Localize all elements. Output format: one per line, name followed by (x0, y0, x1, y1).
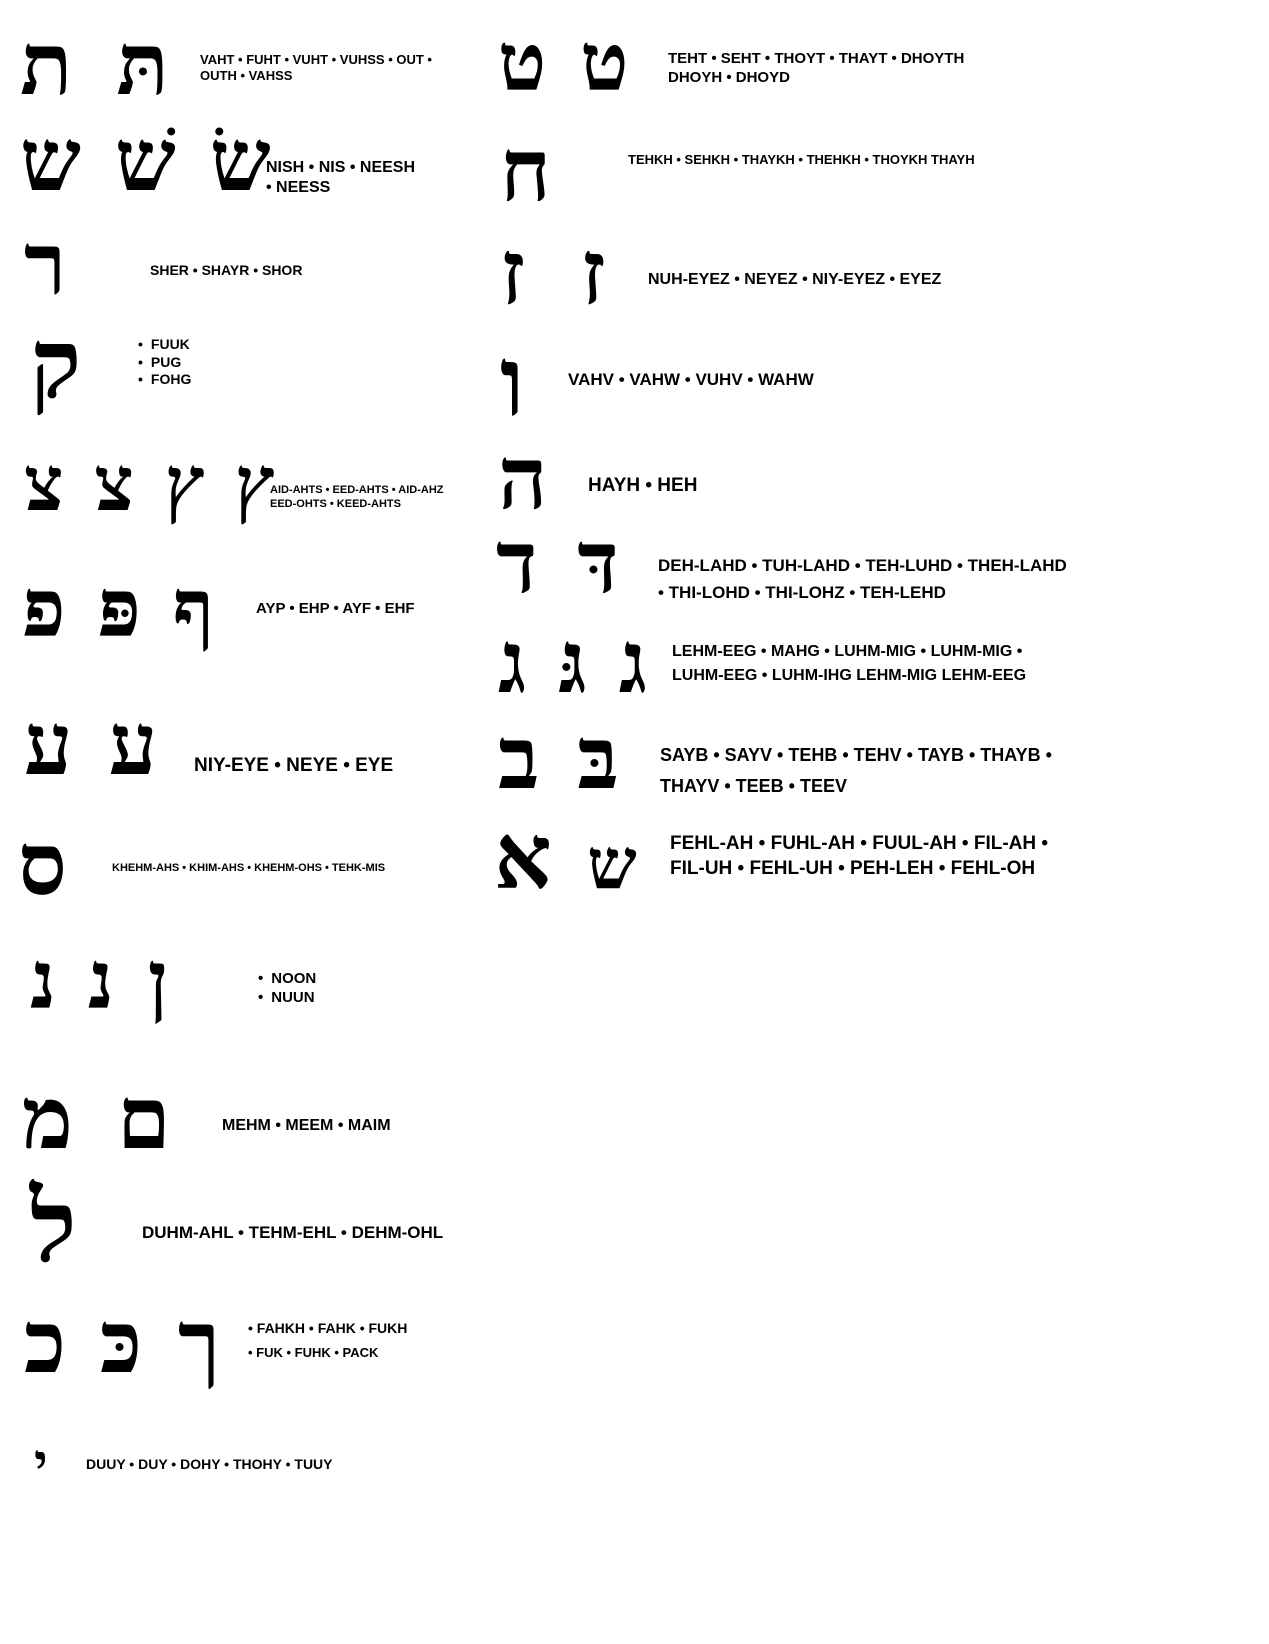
he-pronunciations (588, 474, 697, 498)
tsadi-final-crowned-glyph: ץ (234, 439, 275, 528)
lamed-glyph: ל (30, 1167, 77, 1285)
tet-pronunciations (668, 50, 964, 88)
letter-qof-glyphs (30, 307, 82, 420)
pronunciation-line: EED-OHTS • KEED-AHTS (270, 497, 401, 510)
bet-dagesh-glyph: בּ (577, 708, 619, 809)
shin-pronunciations (266, 158, 415, 198)
pronunciation-line: LUHM-EEG • LUHM-IHG LEHM-MIG LEHM-EEG (672, 667, 1027, 684)
pronunciation-line: LEHM-EEG • MAHG • LUHM-MIG • LUHM-MIG • (672, 643, 1023, 660)
alef-glyph: א (494, 804, 552, 910)
dalet-pronunciations (658, 552, 1067, 606)
pronunciation-line: NISH • NIS • NEESH (266, 159, 416, 176)
pronunciation-line: AYP • EHP • AYF • EHF (256, 600, 415, 617)
letter-het-glyphs (500, 120, 551, 221)
tet-crowned-glyph: ט (580, 15, 629, 109)
gimel-glyph: ג (498, 612, 527, 713)
letter-pe-glyphs (22, 561, 215, 655)
pronunciation-line: TEHT • SEHT • THOYT • THAYT • DHOYTH (668, 50, 965, 67)
yod-pronunciations (86, 1456, 333, 1474)
pronunciation-line: MEHM • MEEM • MAIM (222, 1117, 391, 1134)
zayin-pronunciations (648, 270, 941, 290)
letter-lamed-glyphs (30, 1167, 77, 1285)
pronunciation-line: VAHT • FUHT • VUHT • VUHSS • OUT • (200, 52, 432, 67)
letter-samekh-glyphs (18, 814, 67, 915)
pronunciation-line: AID-AHTS • EED-AHTS • AID-AHZ (270, 484, 444, 496)
het-pronunciations (628, 152, 975, 168)
gimel-pronunciations (672, 640, 1026, 688)
mem-glyph: מ (22, 1068, 73, 1169)
pronunciation-line: DEH-LAHD • TUH-LAHD • TEH-LUHD • THEH-LAHD (658, 556, 1067, 575)
resh-glyph: ר (24, 214, 67, 315)
pe-dagesh-glyph: פּ (97, 561, 141, 655)
letter-kaf-glyphs (24, 1292, 221, 1393)
letter-vav-glyphs (500, 325, 525, 438)
pronunciation-line: • PUG (138, 354, 191, 372)
pronunciation-line: THAYV • TEEB • TEEV (660, 775, 847, 796)
tsadi-glyph: צ (24, 439, 64, 528)
bet-pronunciations (660, 740, 1052, 801)
tsadi-pronunciations (270, 484, 444, 512)
pronunciation-line: • FOHG (138, 371, 191, 389)
kaf-dagesh-glyph: כּ (100, 1292, 143, 1393)
pronunciation-line: NUH-EYEZ • NEYEZ • NIY-EYEZ • EYEZ (648, 271, 942, 288)
tsadi-final-glyph: ץ (164, 439, 205, 528)
letter-gimel-glyphs (498, 612, 648, 713)
he-glyph: ה (498, 428, 548, 529)
ayin-glyph: ע (24, 694, 73, 795)
yod-glyph: י (34, 1433, 48, 1494)
letter-shin-glyphs (20, 110, 271, 211)
pronunciation-line: FIL-UH • FEHL-UH • PEH-LEH • FEHL-OH (670, 857, 1036, 879)
nun-glyph: נ (30, 933, 57, 1027)
pe-final-glyph: ף (172, 561, 215, 655)
zayin-glyph: ז (500, 220, 526, 326)
pe-glyph: פ (22, 561, 66, 655)
letter-mem-glyphs (22, 1068, 171, 1169)
tav-glyph: ת (20, 14, 73, 115)
tsadi-crowned-glyph: צ (94, 439, 135, 528)
letter-zayin-glyphs (500, 220, 606, 326)
kaf-pronunciations (248, 1316, 407, 1365)
qof-glyph: ק (30, 307, 82, 420)
tet-glyph: ט (498, 15, 547, 109)
pronunciation-line: DUUY • DUY • DOHY • THOHY • TUUY (86, 1456, 333, 1472)
pronunciation-line: NIY-EYE • NEYE • EYE (194, 755, 394, 776)
pronunciation-line: SAYB • SAYV • TEHB • TEHV • TAYB • THAYB • (660, 745, 1052, 765)
gimel-dagesh-glyph: גּ (558, 612, 587, 713)
pronunciation-line: KHEHM-AHS • KHIM-AHS • KHEHM-OHS • TEHK-MIS (112, 862, 386, 874)
tav-dagesh-glyph: תּ (116, 14, 169, 115)
shin-dot-left-glyph: שׂ (209, 110, 271, 211)
letter-ayin-glyphs (24, 694, 158, 795)
pe-pronunciations (256, 600, 415, 619)
pronunciation-line: • FAHKH • FAHK • FUKH (248, 1320, 408, 1336)
resh-pronunciations (150, 262, 302, 280)
pronunciation-line: VAHV • VAHW • VUHV • WAHW (568, 370, 814, 389)
pronunciation-line: • FUUK (138, 336, 191, 354)
gimel-crowned-glyph: ג (618, 612, 648, 713)
pronunciation-line: TEHKH • SEHKH • THAYKH • THEHKH • THOYKH THAYH (628, 152, 975, 167)
letter-bet-glyphs (498, 708, 619, 809)
pronunciation-line: FEHL-AH • FUHL-AH • FUUL-AH • FIL-AH • (670, 833, 1049, 854)
letter-yod-glyphs (34, 1433, 48, 1494)
vav-glyph: ו (500, 325, 525, 438)
bet-glyph: ב (498, 708, 540, 809)
kaf-final-glyph: ך (178, 1292, 221, 1393)
letter-dalet-glyphs (496, 512, 619, 613)
samekh-glyph: ס (18, 814, 67, 915)
letter-alef-glyphs (494, 804, 637, 910)
pronunciation-line: DHOYH • DHOYD (668, 68, 790, 86)
letter-tav-glyphs (20, 14, 169, 115)
dalet-glyph: ד (496, 512, 538, 613)
tav-pronunciations (200, 52, 432, 85)
pronunciation-line: OUTH • VAHSS (200, 68, 293, 84)
pronunciation-line: • NUUN (258, 989, 316, 1008)
pronunciation-line: DUHM-AHL • TEHM-EHL • DEHM-OHL (142, 1223, 444, 1242)
pronunciation-line: • THI-LOHD • THI-LOHZ • TEH-LEHD (658, 583, 946, 603)
letter-he-glyphs (498, 428, 548, 529)
dalet-dagesh-glyph: דּ (577, 512, 619, 613)
pronunciation-line: • FUK • FUHK • PACK (248, 1345, 379, 1361)
mem-pronunciations (222, 1116, 391, 1136)
mem-final-glyph: ם (116, 1068, 171, 1169)
shin-crowned-glyph: ש (587, 822, 637, 905)
ayin-pronunciations (194, 754, 393, 778)
pronunciation-line: SHER • SHAYR • SHOR (150, 262, 303, 278)
alef-pronunciations (670, 832, 1048, 881)
het-glyph: ח (500, 120, 551, 221)
qof-pronunciations (138, 336, 191, 389)
letter-resh-glyphs (24, 214, 67, 315)
shin-dot-right-glyph: שׁ (114, 110, 176, 211)
pronunciation-line: HAYH • HEH (588, 475, 698, 496)
nun-pronunciations (258, 970, 316, 1008)
kaf-glyph: כ (24, 1292, 67, 1393)
samekh-pronunciations (112, 862, 385, 876)
zayin-crowned-glyph: ז (580, 220, 606, 326)
shin-glyph: ש (20, 110, 81, 211)
nun-crowned-glyph: נ (87, 933, 114, 1027)
ayin-crowned-glyph: ע (108, 694, 158, 795)
nun-final-glyph: ן (147, 933, 169, 1027)
letter-tsadi-glyphs (24, 439, 275, 528)
letter-tet-glyphs (498, 15, 629, 109)
lamed-pronunciations (142, 1222, 443, 1243)
pronunciation-line: • NEESS (266, 179, 331, 196)
vav-pronunciations (568, 369, 814, 390)
letter-nun-glyphs (30, 933, 169, 1027)
pronunciation-line: • NOON (258, 970, 316, 989)
